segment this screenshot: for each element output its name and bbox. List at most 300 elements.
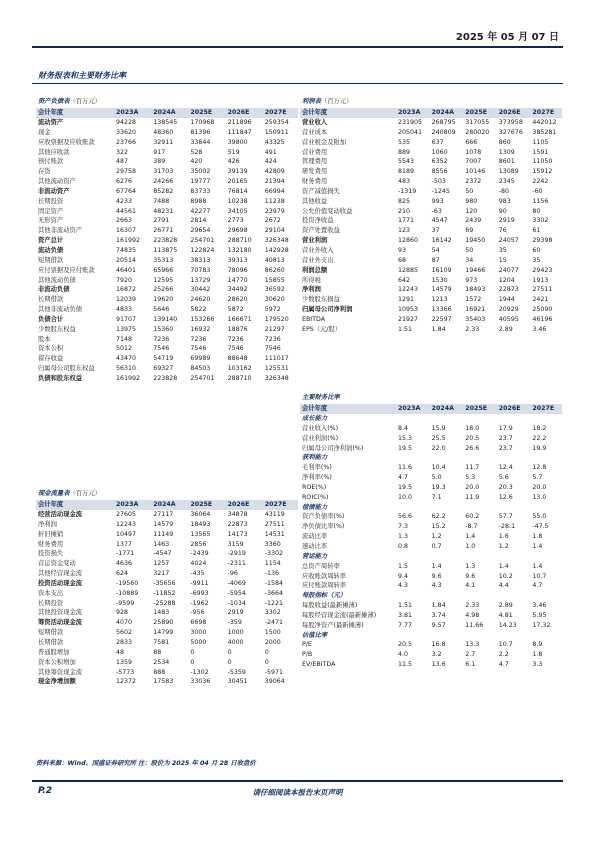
row-value: 50 [465, 187, 474, 195]
table-row [36, 510, 298, 520]
table-title: 现金流量表 [38, 490, 70, 497]
table-row [300, 453, 562, 463]
row-value: 1156 [532, 197, 549, 205]
row-value [396, 453, 430, 463]
row-label: 其他流动负债 [38, 276, 76, 284]
table-row [36, 128, 298, 138]
header-divider [32, 46, 563, 48]
row-value: 61 [532, 227, 541, 235]
row-value: 10.7 [532, 572, 547, 580]
row-value: 6352 [431, 158, 448, 166]
row-value: 86260 [264, 266, 285, 274]
row-value: 8.9 [532, 641, 543, 649]
row-value: 2.89 [498, 602, 513, 610]
row-value: 1.4 [431, 562, 442, 570]
row-value: 4.98 [465, 611, 480, 619]
row-label: 资本公积 [38, 345, 64, 353]
row-value: 88648 [227, 355, 248, 363]
row-value: 1309 [498, 148, 515, 156]
row-value: 4.4 [498, 582, 509, 590]
row-value: 68 [398, 256, 407, 264]
row-label: 资产负债率(%) [302, 513, 345, 521]
row-value: 20.5 [398, 641, 413, 649]
row-value: 2833 [116, 638, 133, 646]
row-value: 12595 [153, 276, 174, 284]
row-value: 17.9 [498, 424, 513, 432]
row-label: 其他投资现金流 [38, 609, 83, 617]
row-value: 0.8 [398, 542, 409, 550]
row-value: 23979 [264, 207, 285, 215]
table-header-row [300, 404, 562, 414]
row-value: 268795 [431, 119, 456, 126]
row-value: 161992 [116, 374, 141, 382]
row-value: -5954 [227, 589, 246, 597]
row-value: 917 [153, 148, 166, 156]
table-row [300, 532, 562, 542]
row-value: 420 [190, 158, 203, 166]
row-label: 营业税金及附加 [302, 138, 347, 146]
row-value: 1377 [116, 540, 133, 548]
row-value: 983 [498, 197, 511, 205]
table-row [36, 246, 298, 256]
row-value: 10497 [116, 530, 137, 538]
row-value: 4.3 [398, 582, 409, 590]
row-value [430, 453, 464, 463]
column-header: 2024A [153, 501, 176, 508]
row-value: 624 [116, 570, 129, 578]
row-value [463, 414, 497, 424]
row-label: 归属母公司股东权益 [38, 365, 95, 373]
row-value: 30620 [264, 296, 285, 304]
table-row [36, 197, 298, 207]
row-value: -2919 [227, 550, 246, 558]
row-value: 10953 [398, 306, 419, 314]
table-row [36, 148, 298, 158]
row-value: 35 [498, 246, 507, 254]
row-value: 7.1 [431, 493, 442, 501]
row-value: 7236 [264, 335, 281, 343]
row-value: 16932 [190, 325, 211, 333]
row-value: 24057 [498, 237, 519, 245]
row-value: 2.2 [498, 651, 509, 659]
row-label: 营业收入(%) [302, 424, 339, 432]
column-header: 2026E [227, 109, 250, 116]
table-row [300, 325, 562, 335]
table-row [36, 608, 298, 618]
table-title: 资产负债表 [38, 98, 70, 105]
row-label: 流动负债 [38, 246, 64, 254]
row-value: 4.1 [465, 582, 476, 590]
row-label: 投资活动现金流 [38, 579, 83, 587]
row-value: -1771 [116, 550, 135, 558]
row-value [497, 631, 531, 641]
row-value: 34 [465, 256, 474, 264]
row-value: 4.3 [431, 582, 442, 590]
row-value: 2791 [153, 217, 170, 225]
row-value: 3.46 [532, 602, 547, 610]
row-value: 973 [465, 276, 478, 284]
row-value [463, 591, 497, 601]
row-value: 2919 [227, 609, 244, 617]
row-value: 22873 [227, 520, 248, 528]
row-value: 85282 [153, 187, 174, 195]
row-value: 1105 [532, 138, 549, 146]
row-label: 非流动负债 [38, 286, 70, 294]
row-label: 短期借款 [38, 629, 64, 637]
row-value: 6698 [190, 619, 207, 627]
table-row [36, 187, 298, 197]
row-label: 管理费用 [302, 158, 328, 166]
row-value: 1463 [153, 540, 170, 548]
row-label: 流动比率 [302, 533, 328, 541]
column-header: 2024A [431, 109, 454, 116]
row-value: 18493 [465, 286, 486, 294]
row-label: 每股收益(最新摊薄) [302, 602, 358, 610]
row-value: -5773 [116, 668, 135, 676]
row-value: 46196 [532, 315, 553, 323]
table-row [36, 569, 298, 579]
row-label: 预付账款 [38, 158, 64, 166]
row-value: 12860 [398, 237, 419, 245]
row-label: 其他经营现金流 [38, 570, 83, 578]
table-row [300, 434, 562, 444]
row-value: 29698 [227, 227, 248, 235]
table-header-row [36, 500, 298, 510]
row-value: 13565 [190, 530, 211, 538]
row-value: 1500 [264, 629, 281, 637]
row-label: 筹资活动现金流 [38, 619, 83, 627]
row-value: 2534 [153, 658, 170, 666]
row-value: -136 [264, 570, 280, 578]
row-value: 113875 [153, 246, 178, 254]
row-value: 19.9 [532, 444, 547, 452]
row-value: 3302 [532, 217, 549, 225]
row-value: 1771 [398, 217, 415, 225]
column-header: 2025E [190, 109, 213, 116]
row-value: 25266 [153, 286, 174, 294]
row-value: 60.2 [465, 513, 480, 521]
row-value: 317055 [465, 119, 490, 126]
row-value: 10.2 [498, 572, 513, 580]
table-row [36, 276, 298, 286]
row-value [497, 453, 531, 463]
row-value: 69 [465, 227, 474, 235]
row-value: 2242 [532, 178, 549, 186]
row-value: 81396 [190, 128, 211, 136]
row-label: 每股经营现金流(最新摊薄) [302, 611, 377, 619]
row-value: 5.3 [465, 474, 476, 482]
row-value: 7488 [153, 197, 170, 205]
column-header: 2025E [465, 405, 488, 412]
row-value: 13.6 [431, 661, 446, 669]
row-value: 1.0 [465, 542, 476, 550]
table-row [36, 540, 298, 550]
section-divider [32, 83, 563, 84]
row-value: 389 [153, 158, 166, 166]
row-value: 1.8 [532, 533, 543, 541]
row-value [430, 414, 464, 424]
row-value: -47.5 [532, 523, 549, 531]
row-value: 3302 [264, 609, 281, 617]
row-value: 122824 [190, 246, 215, 254]
row-value: 138545 [153, 119, 178, 126]
table-row [300, 197, 562, 207]
row-value: 2773 [227, 217, 244, 225]
row-value: 4833 [116, 306, 133, 314]
row-value: 14770 [227, 276, 248, 284]
row-label: 长期借款 [38, 296, 64, 304]
row-value: 6276 [116, 178, 133, 186]
row-value: 19466 [465, 266, 486, 274]
table-row [36, 579, 298, 589]
row-label: 应收票据及应收账款 [38, 138, 95, 146]
table-row [300, 512, 562, 522]
row-label: 其他非流动负债 [38, 306, 83, 314]
row-value: 40595 [498, 315, 519, 323]
row-value: 9.4 [398, 572, 409, 580]
row-value: 1204 [498, 276, 515, 284]
row-label: 普通股增加 [38, 648, 70, 656]
table-row [300, 148, 562, 158]
row-value: 29104 [264, 227, 285, 235]
row-value: 10.0 [398, 493, 413, 501]
table-row [300, 562, 562, 572]
row-value: -3302 [264, 550, 284, 558]
row-value: 34105 [227, 207, 248, 215]
row-value: 3159 [227, 540, 244, 548]
row-value: 1591 [532, 148, 549, 156]
row-value: 34492 [227, 286, 248, 294]
table-header-row [300, 108, 562, 118]
table-row [36, 374, 298, 384]
row-value: 16872 [116, 286, 137, 294]
row-value: 48360 [153, 128, 174, 136]
row-value: 14579 [431, 286, 452, 294]
footer-divider [32, 780, 563, 782]
row-value: 76 [498, 227, 507, 235]
column-header: 2026E [498, 109, 521, 116]
row-label: 偿债能力 [302, 503, 328, 511]
row-value: 1291 [398, 296, 415, 304]
table-row [300, 591, 562, 601]
row-value: 132180 [227, 246, 252, 254]
row-value: 1913 [532, 276, 549, 284]
row-value [530, 552, 564, 562]
row-label: ROIC(%) [302, 493, 329, 501]
table-caption [300, 392, 562, 404]
row-value: -96 [227, 570, 238, 578]
row-value: 70783 [190, 266, 211, 274]
row-label: 无形资产 [38, 217, 64, 225]
row-value: 327676 [498, 128, 523, 136]
table-row [300, 631, 562, 641]
row-value: 66994 [264, 187, 285, 195]
row-value [396, 414, 430, 424]
row-label: EPS（元/股） [302, 325, 342, 333]
row-value: 2.33 [465, 325, 480, 333]
row-value: 91707 [116, 315, 137, 323]
row-value: 1.4 [532, 542, 543, 550]
row-value: 18876 [227, 325, 248, 333]
row-value: 3.2 [431, 651, 442, 659]
row-label: 短期借款 [38, 256, 64, 264]
column-header: 2023A [116, 501, 139, 508]
row-value: -1302 [190, 668, 209, 676]
row-value: 7.3 [398, 523, 409, 531]
row-label: 每股指标（元） [302, 592, 347, 600]
row-value: 56.6 [398, 513, 413, 521]
row-value: 1.3 [465, 562, 476, 570]
row-value: 46401 [116, 266, 137, 274]
row-value: 179520 [264, 315, 289, 323]
row-value: 14531 [264, 530, 285, 538]
row-value: 33036 [190, 678, 211, 686]
row-value: 25.5 [431, 434, 446, 442]
table-row [300, 483, 562, 493]
row-value: 7236 [190, 335, 207, 343]
column-header: 会计年度 [38, 501, 64, 508]
row-value: -1034 [227, 599, 246, 607]
row-value: 3000 [190, 629, 207, 637]
row-value: 2663 [116, 217, 133, 225]
row-value: -9599 [116, 599, 135, 607]
row-value: 2856 [190, 540, 207, 548]
row-value: 2372 [465, 178, 482, 186]
row-value: 1.2 [498, 542, 509, 550]
row-value: 2.7 [465, 651, 476, 659]
table-row [36, 354, 298, 364]
row-value: 69327 [153, 365, 174, 373]
row-value: 7236 [227, 335, 244, 343]
table-row [36, 285, 298, 295]
row-value: 111017 [264, 355, 289, 363]
row-value: 20929 [498, 306, 519, 314]
row-value [530, 591, 564, 601]
row-value: 161992 [116, 237, 141, 245]
table-row [300, 207, 562, 217]
row-value: 35403 [465, 315, 486, 323]
table-row [300, 542, 562, 552]
row-value: 1.4 [532, 562, 543, 570]
row-value: 223828 [153, 237, 178, 245]
row-value: 205041 [398, 128, 423, 136]
table-row [36, 295, 298, 305]
row-value: 22873 [498, 286, 519, 294]
table-row [300, 187, 562, 197]
row-value: 15855 [264, 276, 285, 284]
row-value: 17.32 [532, 621, 551, 629]
row-value: 322 [116, 148, 129, 156]
column-header: 会计年度 [302, 109, 328, 116]
row-value: 18.0 [465, 424, 480, 432]
row-value: -4547 [153, 550, 172, 558]
row-value: 12885 [398, 266, 419, 274]
row-value: 1530 [431, 276, 448, 284]
row-value: 13089 [498, 168, 519, 176]
source-note: 资料来源：Wind、国盛证券研究所 注：股价为 2025 年 04 月 28 日收盘价 [36, 760, 256, 767]
row-value: 11149 [153, 530, 174, 538]
table-row [36, 226, 298, 236]
row-value: 860 [498, 138, 511, 146]
row-value: 12.8 [532, 464, 547, 472]
table-row [36, 325, 298, 335]
row-label: 资本支出 [38, 589, 64, 597]
row-value: 54 [431, 246, 440, 254]
table-row [300, 621, 562, 631]
row-label: 应付票据及应付账款 [38, 266, 95, 274]
row-value: 13729 [190, 276, 211, 284]
table-row [36, 216, 298, 226]
row-value: 5646 [153, 306, 170, 314]
row-value: 288710 [227, 237, 252, 245]
row-value: 20514 [116, 256, 137, 264]
row-value: 39139 [227, 168, 248, 176]
row-value: 11050 [532, 158, 553, 166]
table-row [300, 118, 562, 128]
row-label: 少数股东权益 [38, 325, 76, 333]
row-value [463, 503, 497, 513]
row-value: 5543 [398, 158, 415, 166]
row-value: -2439 [190, 550, 209, 558]
table-caption [36, 96, 298, 108]
row-value: 19620 [153, 296, 174, 304]
row-value: 528 [190, 148, 203, 156]
row-value [497, 552, 531, 562]
row-value: -60 [532, 187, 543, 195]
row-value: 62.2 [431, 513, 446, 521]
table-row [300, 424, 562, 434]
row-value: 259354 [264, 119, 289, 126]
row-value: 32911 [153, 138, 174, 146]
row-value: 30442 [190, 286, 211, 294]
table-row [300, 414, 562, 424]
row-value: -6993 [190, 589, 209, 597]
row-value: 211896 [227, 119, 252, 126]
row-label: 营业利润(%) [302, 434, 339, 442]
row-value: 5872 [227, 306, 244, 314]
row-value: 4.81 [498, 611, 513, 619]
column-header: 2024A [153, 109, 176, 116]
row-label: 其他应收款 [38, 148, 70, 156]
row-value [396, 552, 430, 562]
table-row [300, 256, 562, 266]
row-label: 资产处置收益 [302, 227, 340, 235]
row-label: 负债合计 [38, 315, 64, 323]
row-value: -5971 [264, 668, 284, 676]
row-value: 23.7 [498, 444, 513, 452]
table-row [300, 236, 562, 246]
row-value: 3360 [264, 540, 281, 548]
row-value: 78096 [227, 266, 248, 274]
row-value: 76814 [227, 187, 248, 195]
row-value: 20.3 [498, 483, 513, 491]
column-header: 2023A [116, 109, 139, 116]
column-header: 2023A [398, 109, 421, 116]
column-header: 2023A [398, 405, 421, 412]
row-value: 24620 [190, 296, 211, 304]
row-value: 80 [532, 207, 541, 215]
row-value: 4.7 [398, 474, 409, 482]
row-value: 25090 [532, 306, 553, 314]
row-value: 19450 [465, 237, 486, 245]
row-value: 19.5 [398, 483, 413, 491]
row-value: 27511 [532, 286, 553, 294]
row-value: 36064 [190, 511, 211, 518]
row-value: -11852 [153, 589, 176, 597]
table-row [36, 167, 298, 177]
row-value: 103162 [227, 365, 252, 373]
row-value: 9.57 [431, 621, 446, 629]
